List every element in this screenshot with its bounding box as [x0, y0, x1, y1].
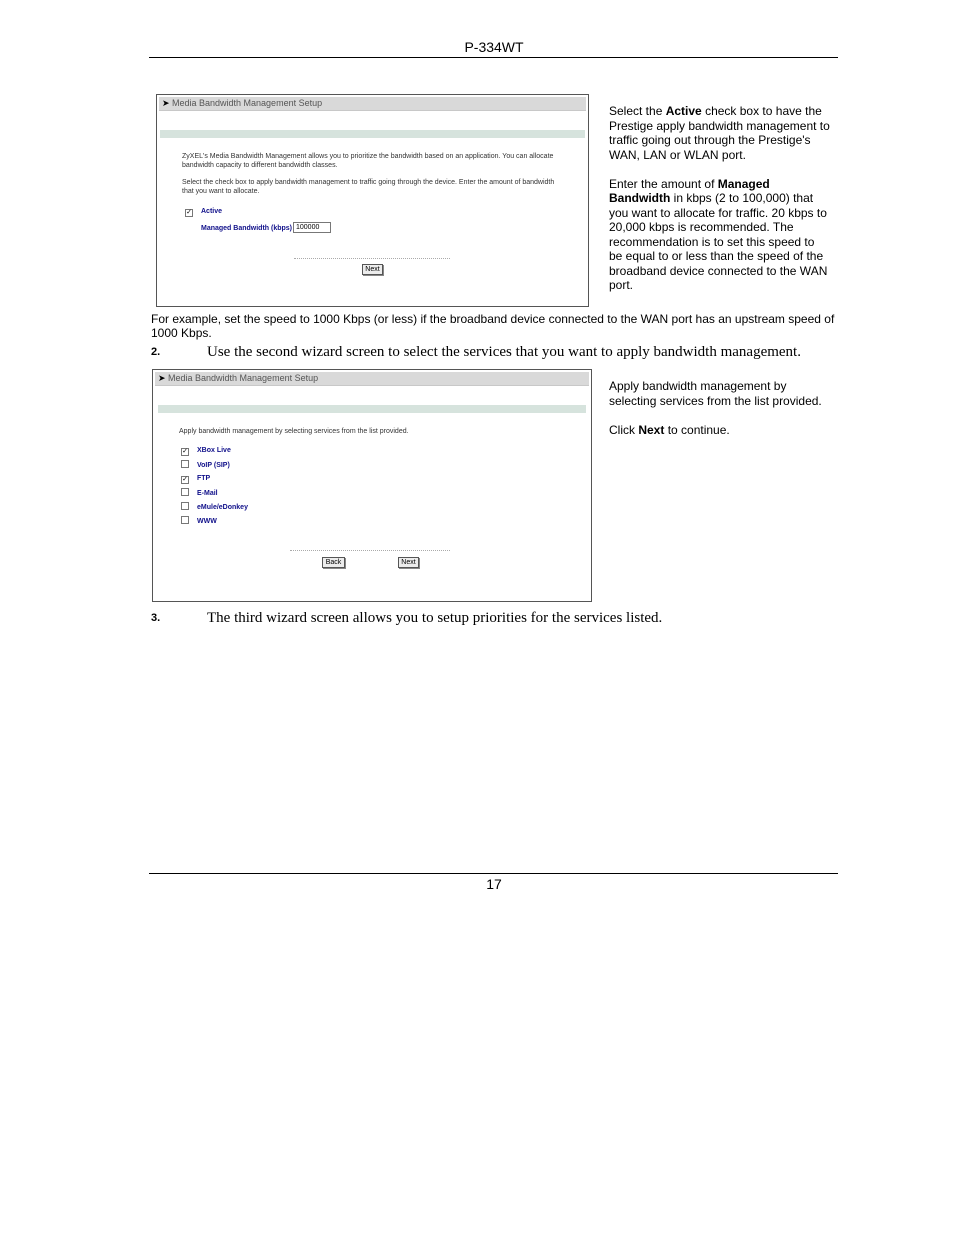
arrow-icon: ➤ — [158, 373, 166, 383]
page-number: 17 — [486, 876, 502, 892]
side-text-2 — [609, 379, 834, 452]
header-rule — [149, 57, 838, 58]
next-button[interactable]: Next — [362, 264, 383, 275]
step-2-number: 2. — [151, 346, 161, 358]
intro-text-2: Select the check box to apply bandwidth management to traffic going through the device. Enter the amount of bandwidth that you want to allocate. — [182, 179, 555, 195]
side-text-1 — [609, 104, 831, 307]
intro-text-1: ZyXEL's Media Bandwidth Management allows you to prioritize the bandwidth based on an application. You can allocate bandwidth capacity to different bandwidth classes. — [182, 153, 554, 169]
dotted-separator — [290, 550, 450, 551]
step-2-text: Use the second wizard screen to select the services that you want to apply bandwidth management. — [207, 344, 801, 360]
service-label: FTP — [197, 475, 211, 482]
header-band — [158, 405, 586, 413]
service-label: XBox Live — [197, 447, 231, 454]
side2-paragraph-2: Click Next to continue. — [609, 422, 730, 437]
screen-title: Media Bandwidth Management Setup — [168, 373, 319, 383]
screenshot-bandwidth-setup-1 — [156, 94, 589, 307]
active-checkbox[interactable]: ✓ — [186, 209, 192, 216]
side2-paragraph-1: Apply bandwidth management by selecting services from the list provided. — [609, 379, 822, 408]
footer-rule — [149, 873, 838, 874]
service-checkbox[interactable] — [181, 460, 189, 468]
service-row — [181, 446, 231, 456]
service-checkbox[interactable] — [181, 488, 189, 496]
service-row — [181, 488, 218, 499]
service-row — [181, 502, 248, 513]
service-checkbox[interactable] — [181, 516, 189, 524]
page-header-title: P-334WT — [464, 39, 524, 55]
service-label: VoIP (SIP) — [197, 462, 230, 469]
service-row — [181, 460, 230, 471]
side1-paragraph-2: Enter the amount of Managed Bandwidth in kbps (2 to 100,000) that you want to allocate for traffic. 20 kbps to 20,000 kbps is recommended. The recommendation is to set this speed to be equal to or less than the speed of the broadband device connected to the WAN port. — [609, 176, 828, 292]
screenshot-bandwidth-setup-2 — [152, 369, 592, 602]
bandwidth-label: Managed Bandwidth (kbps) — [201, 225, 292, 232]
service-checkbox[interactable] — [181, 502, 189, 510]
screen-title-bar — [155, 372, 589, 386]
service-label: E-Mail — [197, 490, 218, 497]
active-label: Active — [201, 208, 223, 215]
side1-paragraph-1: Select the Active check box to have the Prestige apply bandwidth management to traffic going out through the Prestige's WAN, LAN or WLAN port. — [609, 104, 830, 162]
step-3-text: The third wizard screen allows you to setup priorities for the services listed. — [207, 610, 663, 626]
service-checkbox[interactable]: ✓ — [182, 448, 188, 455]
example-paragraph: For example, set the speed to 1000 Kbps (or less) if the broadband device connected to the WAN port has an upstream speed of 1000 Kbps. — [151, 312, 835, 340]
arrow-icon: ➤ — [162, 98, 170, 108]
service-row — [181, 516, 217, 527]
service-checkbox[interactable]: ✓ — [182, 476, 188, 483]
screen-title: Media Bandwidth Management Setup — [172, 98, 323, 108]
dotted-separator — [294, 258, 450, 259]
service-label: eMule/eDonkey — [197, 504, 248, 511]
screen-title-bar — [159, 97, 586, 111]
active-row — [185, 207, 222, 217]
step-3-number: 3. — [151, 612, 161, 624]
service-row — [181, 474, 210, 484]
bandwidth-input[interactable]: 100000 — [293, 222, 331, 233]
header-band — [160, 130, 585, 138]
intro-text: Apply bandwidth management by selecting services from the list provided. — [179, 428, 409, 435]
service-label: WWW — [197, 518, 217, 525]
back-button[interactable]: Back — [322, 557, 345, 568]
next-button[interactable]: Next — [398, 557, 419, 568]
